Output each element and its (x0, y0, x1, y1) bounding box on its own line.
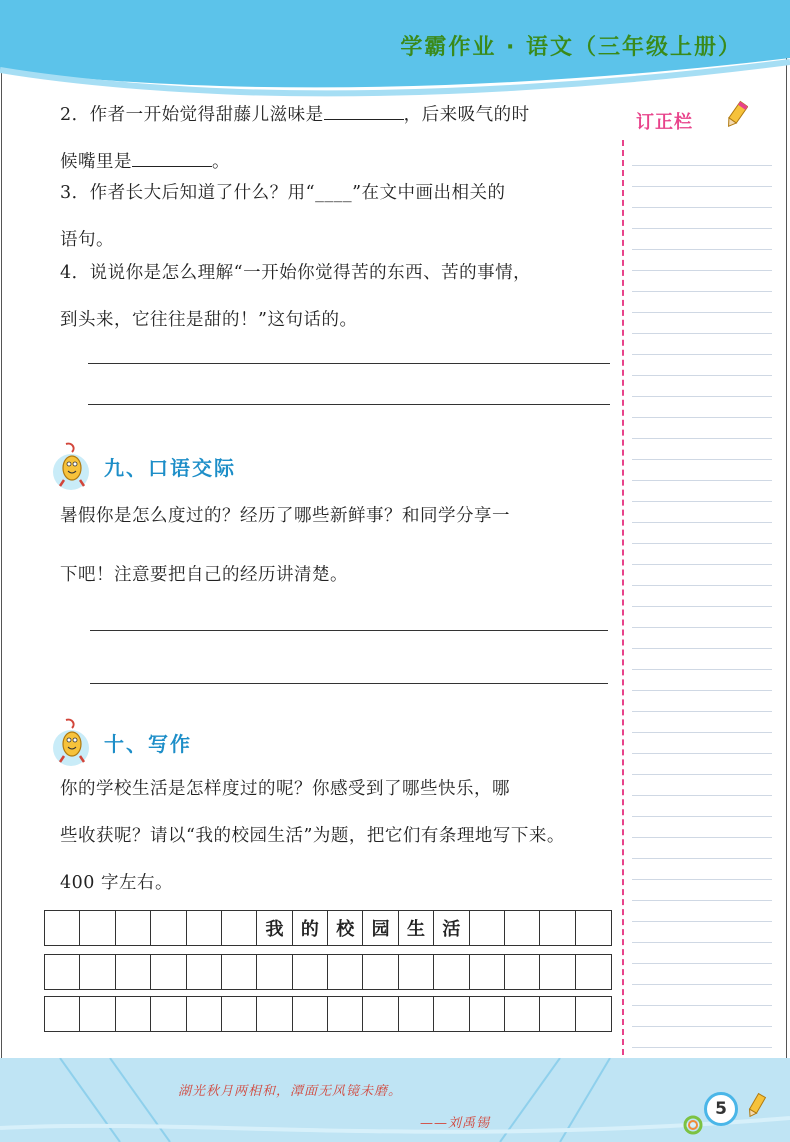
grid-cell[interactable] (540, 997, 575, 1031)
section-9-title: 九、口语交际 (104, 455, 236, 480)
grid-cell[interactable] (45, 997, 80, 1031)
grid-cell[interactable] (116, 997, 151, 1031)
grid-title-char: 我 (257, 911, 292, 945)
question-4 (60, 250, 616, 344)
grid-title-char: 校 (328, 911, 363, 945)
pencil-icon (726, 100, 748, 130)
answer-line[interactable] (88, 404, 610, 405)
footer-quote: 湖光秋月两相和，潭面无风镜未磨。 (178, 1084, 403, 1099)
grid-cell[interactable] (505, 997, 540, 1031)
grid-cell[interactable] (540, 955, 575, 989)
grid-cell[interactable] (434, 955, 469, 989)
page-number: 5 (704, 1092, 738, 1126)
grid-row[interactable] (44, 954, 612, 990)
grid-cell[interactable] (576, 955, 611, 989)
grid-cell[interactable] (187, 911, 222, 945)
section-10-title: 十、写作 (104, 731, 192, 756)
section-10-line-3: 400 字左右。 (60, 873, 173, 893)
grid-cell[interactable] (151, 997, 186, 1031)
correction-ruled-lines (632, 145, 772, 1055)
grid-title-row[interactable] (44, 910, 612, 946)
grid-cell[interactable] (399, 997, 434, 1031)
grid-cell[interactable] (257, 955, 292, 989)
grid-title-char: 园 (363, 911, 398, 945)
grid-cell[interactable] (470, 997, 505, 1031)
grid-cell[interactable] (257, 997, 292, 1031)
grid-cell[interactable] (363, 955, 398, 989)
grid-cell[interactable] (80, 997, 115, 1031)
correction-column (622, 100, 772, 1060)
correction-dashed-line (622, 140, 624, 1055)
grid-row[interactable] (44, 996, 612, 1032)
question-2-text-c: 候嘴里是 (60, 152, 132, 172)
grid-cell[interactable] (80, 955, 115, 989)
question-4-line-2: 到头来，它往往是甜的！”这句话的。 (60, 310, 358, 330)
grid-title-char: 活 (434, 911, 469, 945)
grid-cell[interactable] (45, 911, 80, 945)
grid-cell[interactable] (293, 997, 328, 1031)
grid-cell[interactable] (505, 911, 540, 945)
question-2-text-b: ，后来吸气的时 (403, 105, 530, 125)
grid-title-char: 的 (293, 911, 328, 945)
grid-cell[interactable] (363, 997, 398, 1031)
question-3-line-1: 3．作者长大后知道了什么？用“____”在文中画出相关的 (60, 183, 506, 203)
question-3-line-2: 语句。 (60, 230, 114, 250)
ring-icon (680, 1112, 706, 1138)
section-9-prompt (60, 493, 616, 599)
question-4-line-1: 4．说说你是怎么理解“一开始你觉得苦的东西、苦的事情， (60, 263, 532, 283)
question-2-text-d: 。 (212, 152, 230, 172)
blank-field[interactable] (324, 100, 404, 120)
grid-cell[interactable] (187, 955, 222, 989)
answer-line[interactable] (90, 630, 608, 631)
grid-cell[interactable] (470, 911, 505, 945)
grid-cell[interactable] (328, 997, 363, 1031)
page-header (0, 0, 790, 100)
mascot-icon (50, 716, 96, 768)
grid-cell[interactable] (434, 997, 469, 1031)
grid-cell[interactable] (151, 911, 186, 945)
mascot-icon (50, 440, 96, 492)
grid-cell[interactable] (222, 911, 257, 945)
answer-line[interactable] (90, 683, 608, 684)
section-9-line-2: 下吧！注意要把自己的经历讲清楚。 (60, 565, 348, 585)
section-10-line-2: 些收获呢？请以“我的校园生活”为题，把它们有条理地写下来。 (60, 826, 565, 846)
section-9-heading (50, 440, 236, 492)
grid-cell[interactable] (116, 955, 151, 989)
grid-cell[interactable] (540, 911, 575, 945)
blank-field[interactable] (132, 147, 212, 167)
grid-cell[interactable] (399, 955, 434, 989)
footer-decoration (0, 1058, 790, 1142)
section-10-prompt (60, 766, 616, 907)
book-title: 学霸作业 · 语文（三年级上册） (400, 35, 742, 60)
pencil-icon (744, 1092, 768, 1120)
grid-cell[interactable] (576, 997, 611, 1031)
answer-line[interactable] (88, 363, 610, 364)
grid-cell[interactable] (222, 997, 257, 1031)
section-10-heading (50, 716, 192, 768)
section-9-line-1: 暑假你是怎么度过的？经历了哪些新鲜事？和同学分享一 (60, 506, 510, 526)
grid-cell[interactable] (328, 955, 363, 989)
page-footer (0, 1058, 790, 1142)
grid-cell[interactable] (187, 997, 222, 1031)
section-10-line-1: 你的学校生活是怎样度过的呢？你感受到了哪些快乐，哪 (60, 779, 510, 799)
grid-cell[interactable] (470, 955, 505, 989)
grid-title-char: 生 (399, 911, 434, 945)
grid-cell[interactable] (293, 955, 328, 989)
correction-title: 订正栏 (636, 112, 693, 133)
grid-cell[interactable] (80, 911, 115, 945)
question-2-text-a: 2．作者一开始觉得甜藤儿滋味是 (60, 105, 324, 125)
grid-cell[interactable] (505, 955, 540, 989)
grid-cell[interactable] (45, 955, 80, 989)
grid-cell[interactable] (151, 955, 186, 989)
grid-cell[interactable] (222, 955, 257, 989)
grid-cell[interactable] (576, 911, 611, 945)
footer-quote-author: ——刘禹锡 (420, 1116, 491, 1131)
grid-cell[interactable] (116, 911, 151, 945)
